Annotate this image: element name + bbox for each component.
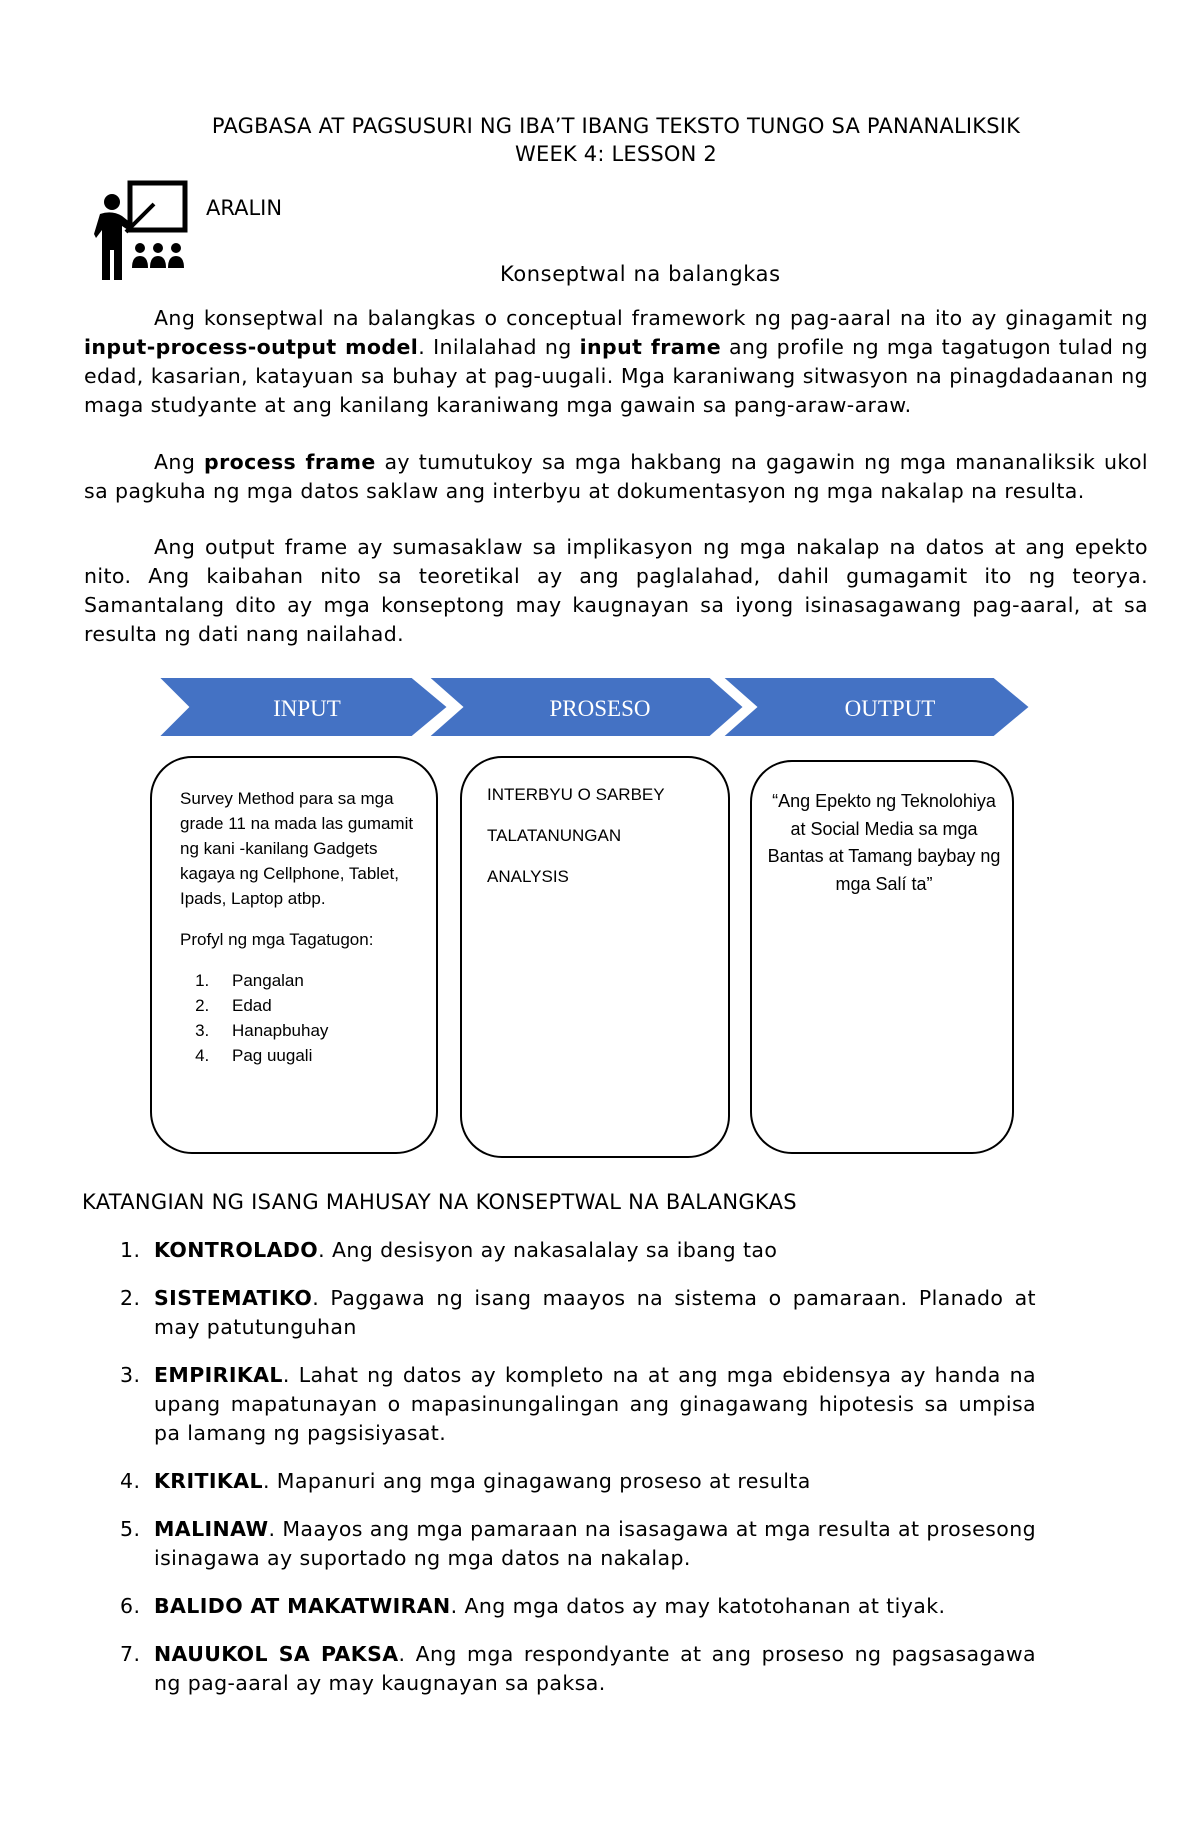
list-item: 5. MALINAW. Maayos ang mga pamaraan na isasagawa at mga resulta at prosesong isinagawa ay suportado ng mga datos na nakalap. xyxy=(120,1517,1037,1570)
stage-label-output: OUTPUT xyxy=(844,696,936,721)
list-item: 1. Pangalan xyxy=(214,968,420,993)
process-line: ANALYSIS xyxy=(487,867,569,886)
process-line: TALATANUNGAN xyxy=(487,826,622,845)
list-item: 1. KONTROLADO. Ang desisyon ay nakasalalay sa ibang tao xyxy=(120,1238,778,1262)
document-title: PAGBASA AT PAGSUSURI NG IBA’T IBANG TEKSTO TUNGO SA PANANALIKSIK xyxy=(211,114,1021,138)
characteristics-list xyxy=(112,1236,1036,1717)
input-box xyxy=(150,756,438,1154)
topic-title: Konseptwal na balangkas xyxy=(500,262,781,286)
list-item: 2. Edad xyxy=(214,993,420,1018)
paragraph-output-frame: Ang output frame ay sumasaklaw sa implikasyon ng mga nakalap na datos at ang epekto nito. Ang kaibahan nito sa teoretikal ay ang paglalahad, dahil gumagamit ito ng teorya. Samantalang dito ay mga konseptong may kaugnayan sa iyong isinasagawang pag-aaral, at sa resulta ng dati nang nailahad. xyxy=(84,535,1148,646)
list-item: 7. NAUUKOL SA PAKSA. Ang mga respondyante at ang proseso ng pagsasagawa ng pag-aaral ay may kaugnayan sa paksa. xyxy=(120,1642,1036,1695)
lesson-label: WEEK 4: LESSON 2 xyxy=(515,142,717,166)
stage-label-input: INPUT xyxy=(273,696,341,721)
section-label: ARALIN xyxy=(206,196,283,220)
profile-label: Profyl ng mga Tagatugon: xyxy=(180,930,374,949)
teacher-board-icon xyxy=(92,180,188,284)
stage-label-proseso: PROSESO xyxy=(549,696,651,721)
list-item: 4. KRITIKAL. Mapanuri ang mga ginagawang proseso at resulta xyxy=(120,1469,811,1493)
list-item: 4. Pag uugali xyxy=(214,1043,420,1068)
output-box xyxy=(750,760,1014,1154)
list-item: 6. BALIDO AT MAKATWIRAN. Ang mga datos ay may katotohanan at tiyak. xyxy=(120,1594,946,1618)
process-box xyxy=(460,756,730,1158)
process-line: INTERBYU O SARBEY xyxy=(487,785,665,804)
paragraph-process-frame: Ang process frame ay tumutukoy sa mga hakbang na gagawin ng mga mananaliksik ukol sa pagkuha ng mga datos saklaw ang interbyu at dokumentasyon ng mga nakalap na resulta. xyxy=(84,450,1148,503)
list-item: 3. Hanapbuhay xyxy=(214,1018,420,1043)
ipo-process-chevrons xyxy=(150,677,1030,737)
input-description: Survey Method para sa mga grade 11 na mada las gumamit ng kani -kanilang Gadgets kagaya ng Cellphone, Tablet, Ipads, Laptop atbp. xyxy=(180,789,414,908)
characteristics-heading: KATANGIAN NG ISANG MAHUSAY NA KONSEPTWAL NA BALANGKAS xyxy=(82,1190,797,1214)
list-item: 2. SISTEMATIKO. Paggawa ng isang maayos na sistema o pamaraan. Planado at may patutunguhan xyxy=(120,1286,1036,1339)
output-text: “Ang Epekto ng Teknolohiya at Social Media sa mga Bantas at Tamang baybay ng mga Salí ta” xyxy=(767,791,1001,894)
profile-list xyxy=(180,968,420,1068)
paragraph-input-frame: Ang konseptwal na balangkas o conceptual framework ng pag-aaral na ito ay ginagamit ng input-process-output model. Inilalahad ng input frame ang profile ng mga tagatugon tulad ng edad, kasarian, katayuan sa buhay at pag-uugali. Mga karaniwang sitwasyon na pinagdadaanan ng maga studyante at ang kanilang karaniwang mga gawain sa pang-araw-araw. xyxy=(84,306,1148,417)
list-item: 3. EMPIRIKAL. Lahat ng datos ay kompleto na at ang mga ebidensya ay handa na upang mapatunayan o mapasinungalingan ang ginagawang hipotesis sa umpisa pa lamang ng pagsisiyasat. xyxy=(120,1363,1036,1445)
